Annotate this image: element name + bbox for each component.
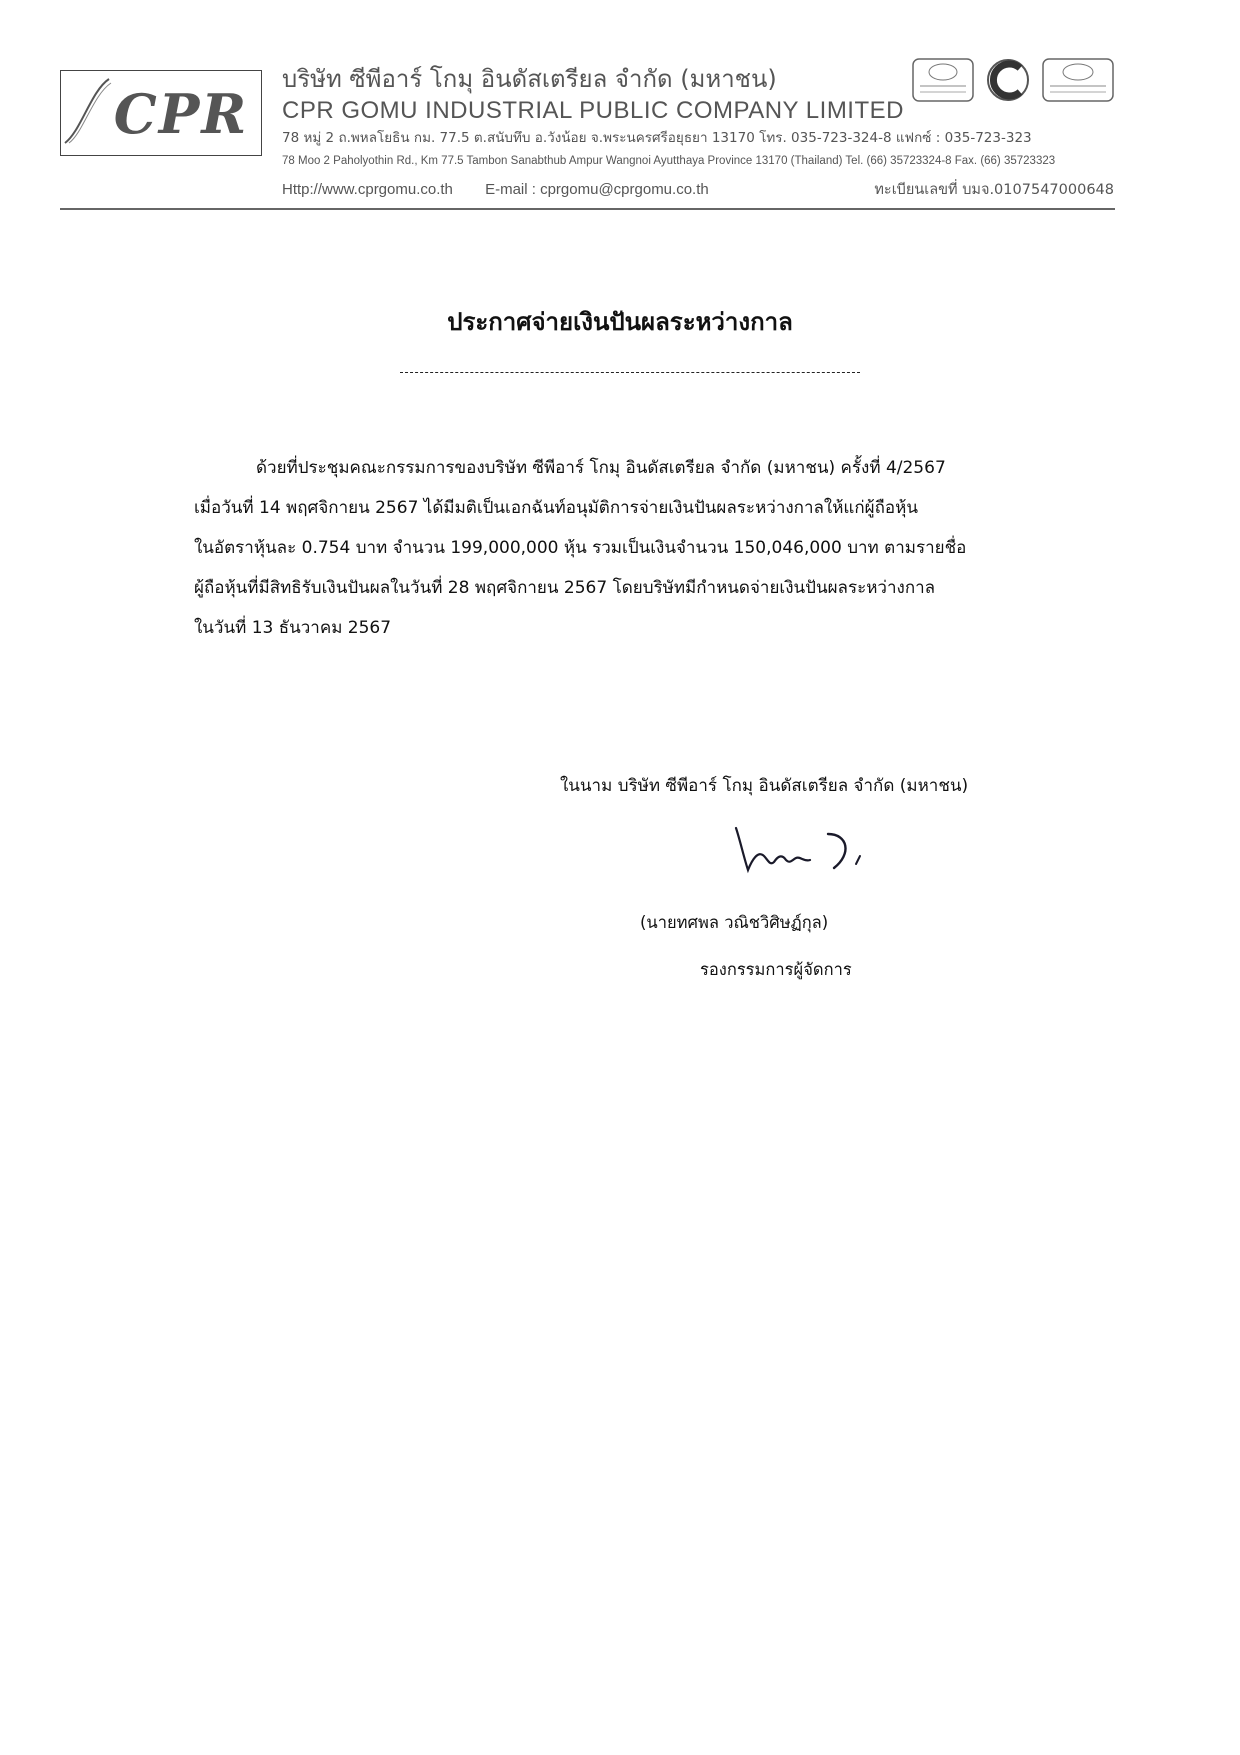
on-behalf-of: ในนาม บริษัท ซีพีอาร์ โกมุ อินดัสเตรียล จำกัด (มหาชน) bbox=[560, 776, 969, 796]
website-link[interactable]: Http://www.cprgomu.co.th bbox=[282, 181, 453, 198]
signer-name: (นายทศพล วณิชวิศิษฏ์กุล) bbox=[640, 913, 829, 932]
company-name-english: CPR GOMU INDUSTRIAL PUBLIC COMPANY LIMITED bbox=[282, 97, 904, 124]
contact-line bbox=[282, 180, 752, 200]
document-title: ประกาศจ่ายเงินปันผลระหว่างกาล bbox=[447, 307, 793, 336]
tuv-iso-ts-16949-icon bbox=[1042, 58, 1114, 102]
logo-text: CPR bbox=[113, 82, 249, 146]
tuv-iso-14001-icon bbox=[912, 58, 974, 102]
announcement-body bbox=[194, 448, 1024, 648]
body-line: ด้วยที่ประชุมคณะกรรมการของบริษัท ซีพีอาร์ โกมุ อินดัสเตรียล จำกัด (มหาชน) ครั้งที่ 4/2567 bbox=[256, 458, 946, 478]
body-line: ในวันที่ 13 ธันวาคม 2567 bbox=[194, 618, 392, 638]
body-line: ในอัตราหุ้นละ 0.754 บาท จำนวน 199,000,000 หุ้น รวมเป็นเงินจำนวน 150,046,000 บาท ตามรายชื่อ bbox=[194, 538, 967, 558]
handwritten-signature bbox=[730, 820, 890, 880]
title-underline bbox=[400, 372, 860, 373]
address-english: 78 Moo 2 Paholyothin Rd., Km 77.5 Tambon Sanabthub Ampur Wangnoi Ayutthaya Province 13170 (Thailand) Tel. (66) 35723324-8 Fax. (66) 35723323 bbox=[282, 155, 1056, 167]
tuv-circle-logo-icon bbox=[982, 58, 1034, 102]
body-line: ผู้ถือหุ้นที่มีสิทธิรับเงินปันผลในวันที่ 28 พฤศจิกายน 2567 โดยบริษัทมีกำหนดจ่ายเงินปันผลระหว่างกาล bbox=[194, 578, 936, 598]
address-thai: 78 หมู่ 2 ถ.พหลโยธิน กม. 77.5 ต.สนับทึบ อ.วังน้อย จ.พระนครศรีอยุธยา 13170 โทร. 035-723-324-8 แฟกซ์ : 035-723-323 bbox=[282, 130, 1032, 146]
company-name-thai: บริษัท ซีพีอาร์ โกมุ อินดัสเตรียล จำกัด (มหาชน) bbox=[282, 65, 777, 93]
registration-number: ทะเบียนเลขที่ บมจ.0107547000648 bbox=[874, 182, 1114, 198]
company-logo bbox=[60, 70, 262, 156]
body-line: เมื่อวันที่ 14 พฤศจิกายน 2567 ได้มีมติเป็นเอกฉันท์อนุมัติการจ่ายเงินปันผลระหว่างกาลให้แก่ผู้ถือหุ้น bbox=[194, 498, 918, 518]
letterhead-divider bbox=[60, 208, 1115, 210]
email-link[interactable]: E-mail : cprgomu@cprgomu.co.th bbox=[485, 181, 709, 198]
signer-position: รองกรรมการผู้จัดการ bbox=[700, 960, 852, 979]
